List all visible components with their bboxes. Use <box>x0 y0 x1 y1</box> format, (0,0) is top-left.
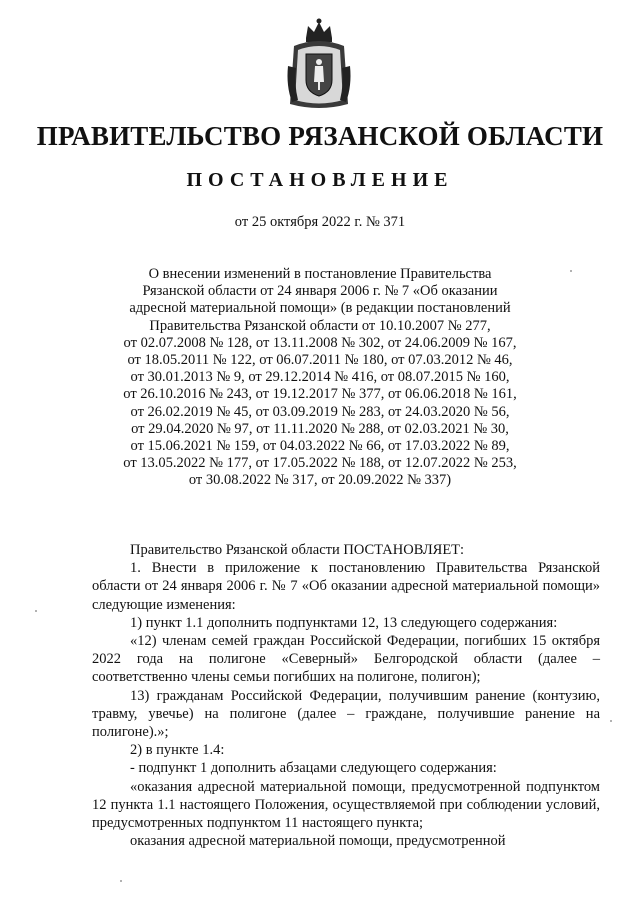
scan-speck <box>35 610 37 612</box>
subject-line: от 29.04.2020 № 97, от 11.11.2020 № 288, от 02.03.2021 № 30, <box>131 420 509 437</box>
document-type: ПОСТАНОВЛЕНИЕ <box>186 169 454 191</box>
body-paragraph: 1. Внести в приложение к постановлению Правительства Рязанской области от 24 января 2006 г. № 7 «Об оказании адресной материальной помощи» следующие изменения: <box>92 560 600 613</box>
document-date-number: от 25 октября 2022 г. № 371 <box>234 214 406 230</box>
subject-line: О внесении изменений в постановление Правительства <box>148 266 492 282</box>
document-subject <box>60 266 580 490</box>
subject-line: от 13.05.2022 № 177, от 17.05.2022 № 188, от 12.07.2022 № 253, <box>123 455 517 472</box>
body-paragraph: «12) членам семей граждан Российской Федерации, погибших 15 октября 2022 года на полигоне «Северный» Белгородской области (далее – соответственно члены семьи погибших на полигоне, полигон); <box>92 633 600 686</box>
body-paragraph: «оказания адресной материальной помощи, предусмотренной подпунктом 12 пункта 1.1 настоящего Положения, осуществляемой при соблюдении условий, предусмотренных подпунктом 11 настоящего пункта; <box>92 778 600 832</box>
subject-line: от 15.06.2021 № 159, от 04.03.2022 № 66, от 17.03.2022 № 89, <box>130 438 510 455</box>
scan-speck <box>120 880 122 882</box>
document-body <box>92 541 600 850</box>
body-paragraph: 2) в пункте 1.4: <box>130 742 225 759</box>
subject-line: от 02.07.2008 № 128, от 13.11.2008 № 302, от 24.06.2009 № 167, <box>123 334 517 351</box>
coat-of-arms-icon <box>286 16 352 112</box>
body-paragraph: оказания адресной материальной помощи, предусмотренной <box>130 833 506 850</box>
body-paragraph: 1) пункт 1.1 дополнить подпунктами 12, 13 следующего содержания: <box>130 614 558 631</box>
scan-speck <box>610 720 612 722</box>
subject-line: от 26.10.2016 № 243, от 19.12.2017 № 377, от 06.06.2018 № 161, <box>123 386 517 403</box>
resolves-paragraph: Правительство Рязанской области ПОСТАНОВЛЯЕТ: <box>130 542 465 558</box>
subject-line: Правительства Рязанской области от 10.10.2007 № 277, <box>149 317 491 334</box>
body-paragraph: - подпункт 1 дополнить абзацами следующего содержания: <box>130 760 497 777</box>
subject-line: от 26.02.2019 № 45, от 03.09.2019 № 283, от 24.03.2020 № 56, <box>130 403 510 420</box>
subject-line: от 30.01.2013 № 9, от 29.12.2014 № 416, от 08.07.2015 № 160, <box>130 369 510 386</box>
scan-speck <box>570 270 572 272</box>
subject-line: адресной материальной помощи» (в редакции постановлений <box>129 300 511 317</box>
body-paragraph: 13) гражданам Российской Федерации, получившим ранение (контузию, травму, увечье) на полигоне (далее – граждане, получившие ранение на полигоне).»; <box>92 687 600 741</box>
subject-line: от 30.08.2022 № 317, от 20.09.2022 № 337) <box>188 472 452 489</box>
subject-line: от 18.05.2011 № 122, от 06.07.2011 № 180, от 07.03.2012 № 46, <box>127 352 513 369</box>
subject-line: Рязанской области от 24 января 2006 г. № 7 «Об оказании <box>142 283 498 300</box>
organization-title: ПРАВИТЕЛЬСТВО РЯЗАНСКОЙ ОБЛАСТИ <box>36 121 604 151</box>
